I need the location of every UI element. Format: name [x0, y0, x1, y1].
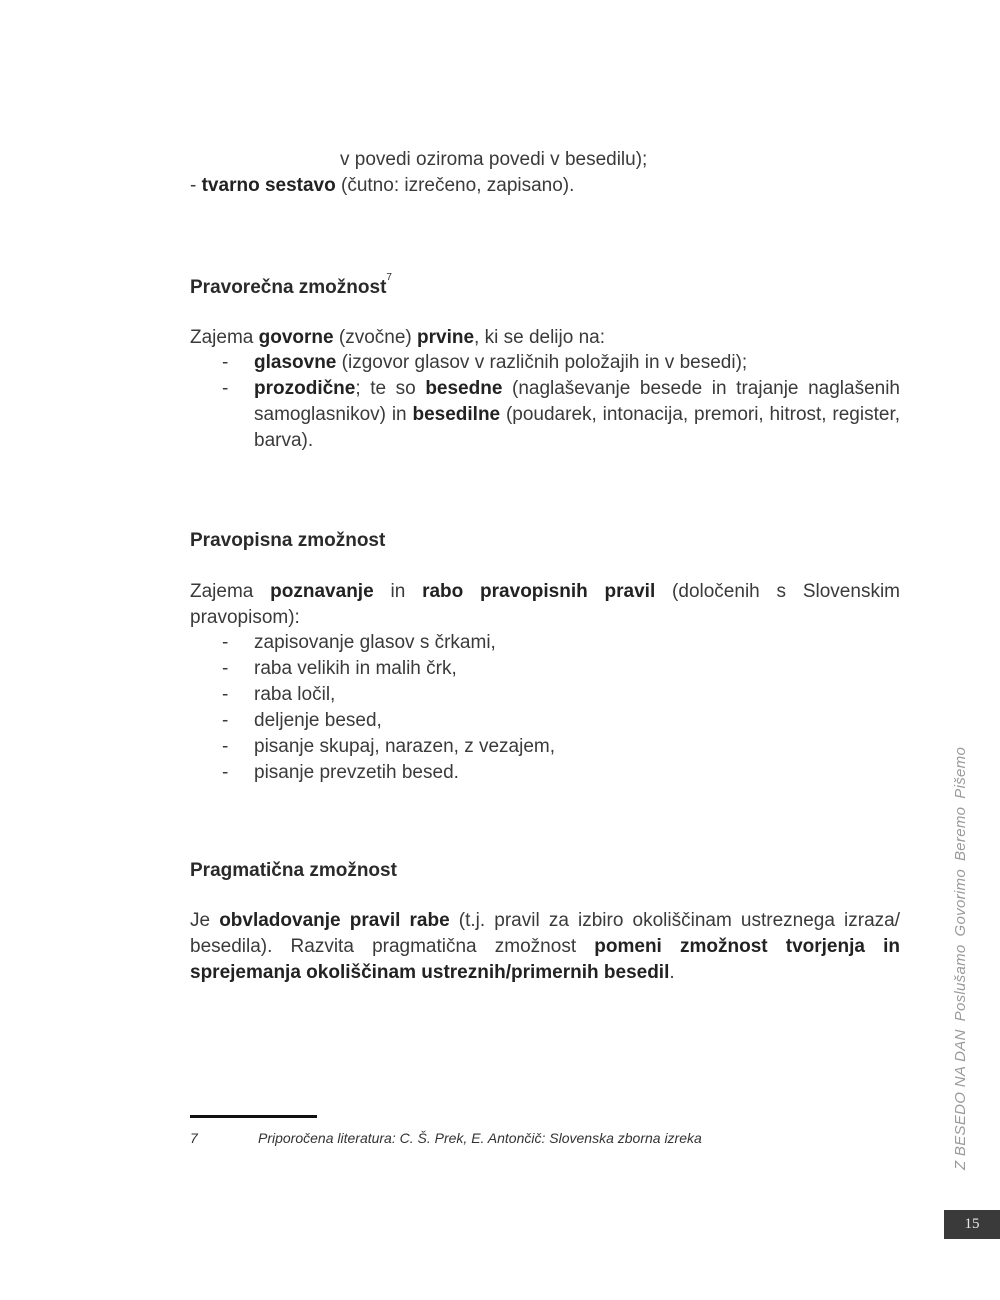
text-run: Zajema: [190, 327, 259, 348]
term-bold: pomeni zmožnost tvorjenja in sprejemanja okoliščinam ustreznih/primernih besedil: [190, 936, 901, 983]
running-title-part: Poslušamo: [952, 944, 969, 1022]
list-item: [222, 630, 900, 656]
footnote-rule: [190, 1115, 317, 1118]
text-run: in: [373, 581, 423, 602]
heading-pragmaticna: [190, 858, 397, 884]
dash: -: [222, 378, 229, 399]
text-run: (poudarek, intonacija, premori, hitrost, register, barva).: [254, 404, 900, 451]
dash: -: [222, 352, 229, 373]
text-run: Je: [190, 910, 220, 931]
term-bold: poznavanje: [270, 581, 374, 602]
running-title-part: Govorimo: [952, 869, 969, 937]
dash: -: [222, 736, 229, 757]
heading-text: Pravopisna zmožnost: [190, 530, 386, 551]
list-item: [222, 376, 900, 454]
list-pravorecna: [222, 350, 900, 454]
text-run: (izgovor glasov v različnih položajih in v besedi);: [336, 352, 748, 373]
term-bold: rabo pravopisnih pravil: [422, 581, 656, 602]
heading-pravopisna: [190, 528, 385, 554]
text-run: (naglaševanje besede in trajanje naglašenih samoglasnikov) in: [254, 378, 900, 425]
heading-text: Pravorečna zmožnost: [190, 277, 387, 298]
term-description: (čutno: izrečeno, zapisano).: [335, 175, 575, 196]
footnote-number: 7: [190, 1130, 198, 1146]
footnote-ref: 7: [386, 272, 392, 283]
paragraph-pragmaticna: [190, 908, 900, 986]
dash: -: [222, 710, 229, 731]
list-item-tvarno: [190, 173, 574, 199]
dash: -: [222, 762, 229, 783]
term-bold: prvine: [417, 327, 475, 348]
heading-pravorecna: [190, 272, 392, 301]
text-run: , ki se delijo na:: [474, 327, 606, 348]
running-title: [948, 747, 974, 1170]
footnote-text: Priporočena literatura: C. Š. Prek, E. Antončič: Slovenska zborna izreka: [258, 1130, 702, 1146]
term-bold: govorne: [258, 327, 334, 348]
dash: -: [222, 684, 229, 705]
list-item-text: zapisovanje glasov s črkami,: [254, 632, 496, 653]
term-bold: glasovne: [254, 352, 337, 373]
running-title-part: Pišemo: [952, 746, 969, 799]
list-item-text: raba ločil,: [254, 684, 336, 705]
continuation-text: v povedi oziroma povedi v besedilu);: [340, 149, 648, 170]
list-item: [222, 760, 900, 786]
term-bold: obvladovanje pravil rabe: [219, 910, 450, 931]
page-number: 15: [944, 1210, 1000, 1239]
paragraph-pravorecna: [190, 325, 900, 351]
list-item: [222, 682, 900, 708]
running-title-book: Z BESEDO NA DAN: [952, 1029, 969, 1170]
text-run: ; te so: [355, 378, 426, 399]
list-item-text: pisanje prevzetih besed.: [254, 762, 459, 783]
list-item: [222, 350, 900, 376]
term-bold: besedilne: [412, 404, 501, 425]
list-item: [222, 734, 900, 760]
text-run: (določenih s Slovenskim pravopisom):: [190, 581, 900, 628]
list-item-text: raba velikih in malih črk,: [254, 658, 457, 679]
text-run: (t.j. pravil za izbiro okoliščinam ustreznega izraza/ besedila). Razvita pragmatična zmožnost: [190, 910, 900, 957]
continuation-line: [340, 147, 647, 173]
term-bold: prozodične: [254, 378, 356, 399]
text-run: (zvočne): [333, 327, 418, 348]
list-pravopisna: [222, 630, 900, 786]
dash: -: [190, 175, 202, 196]
heading-text: Pragmatična zmožnost: [190, 860, 397, 881]
list-item-text: deljenje besed,: [254, 710, 382, 731]
paragraph-pravopisna: [190, 579, 900, 631]
list-item-text: pisanje skupaj, narazen, z vezajem,: [254, 736, 555, 757]
dash: -: [222, 632, 229, 653]
list-item: [222, 708, 900, 734]
text-run: .: [669, 962, 675, 983]
term-bold: tvarno sestavo: [201, 175, 336, 196]
running-title-part: Beremo: [952, 806, 969, 862]
text-run: Zajema: [190, 581, 271, 602]
list-item: [222, 656, 900, 682]
dash: -: [222, 658, 229, 679]
term-bold: besedne: [425, 378, 503, 399]
